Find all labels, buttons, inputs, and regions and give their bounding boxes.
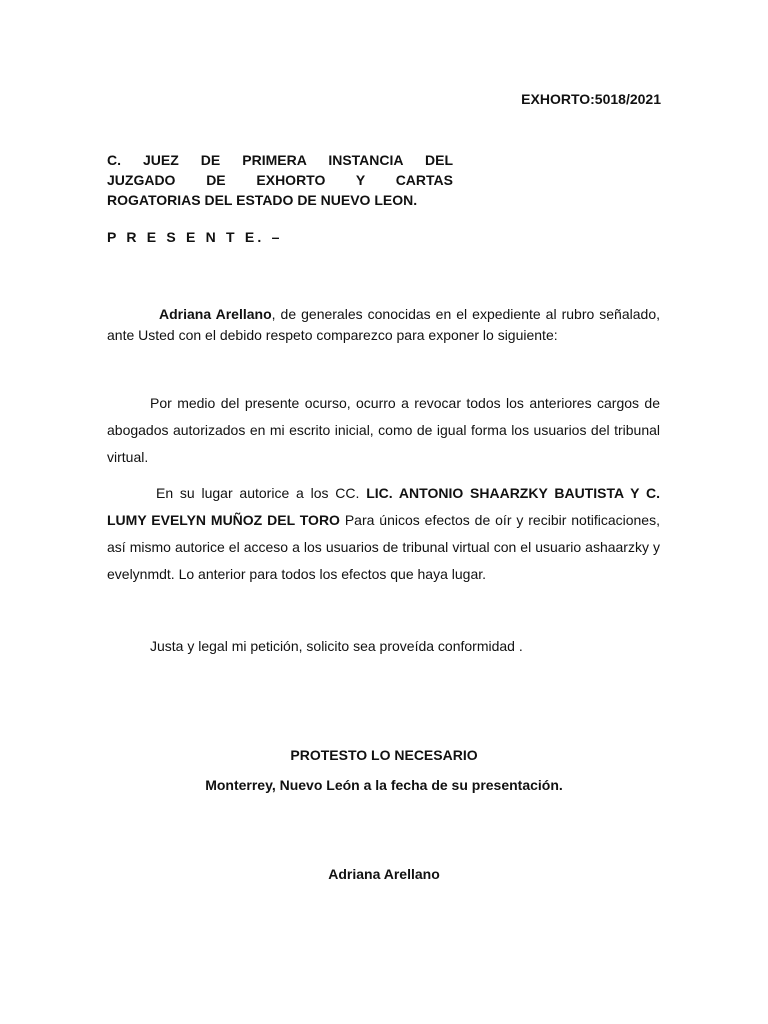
- exhorto-number: EXHORTO:5018/2021: [521, 91, 661, 107]
- paragraph-authorization: [107, 480, 660, 588]
- addressee-line-2: JUZGADO DE EXHORTO Y CARTAS: [107, 172, 453, 188]
- petitioner-name: Adriana Arellano: [159, 306, 272, 322]
- authorized-lawyers: LIC. ANTONIO SHAARZKY BAUTISTA Y C. LUMY EVELYN MUÑOZ DEL TORO: [107, 485, 660, 528]
- addressee-block: [107, 150, 453, 210]
- paragraph-appearance-text: , de generales conocidas en el expediente al rubro señalado, ante Usted con el debido respeto comparezco para exponer lo siguiente:: [107, 306, 660, 343]
- place-date-line: Monterrey, Nuevo León a la fecha de su presentación.: [205, 777, 563, 793]
- signature-name: Adriana Arellano: [328, 866, 440, 882]
- paragraph-authorization-intro: En su lugar autorice a los CC.: [156, 485, 367, 501]
- presente-heading: P R E S E N T E. –: [107, 229, 283, 245]
- addressee-line-3: ROGATORIAS DEL ESTADO DE NUEVO LEON.: [107, 192, 418, 208]
- paragraph-revocation: [107, 390, 660, 471]
- paragraph-revocation-text: Por medio del presente ocurso, ocurro a revocar todos los anteriores cargos de abogados autorizados en mi escrito inicial, como de igual forma los usuarios del tribunal virtual.: [107, 395, 660, 465]
- paragraph-petition: [107, 636, 660, 657]
- paragraph-appearance: [107, 304, 660, 346]
- paragraph-authorization-text: Para únicos efectos de oír y recibir notificaciones, así mismo autorice el acceso a los usuarios de tribunal virtual con el usuario ashaarzky y evelynmdt. Lo anterior para todos los efectos que haya lugar.: [107, 512, 660, 582]
- addressee-line-1: C. JUEZ DE PRIMERA INSTANCIA DEL: [107, 152, 453, 168]
- protesto-line: PROTESTO LO NECESARIO: [290, 747, 478, 763]
- paragraph-petition-text: Justa y legal mi petición, solicito sea proveída conformidad .: [150, 638, 523, 654]
